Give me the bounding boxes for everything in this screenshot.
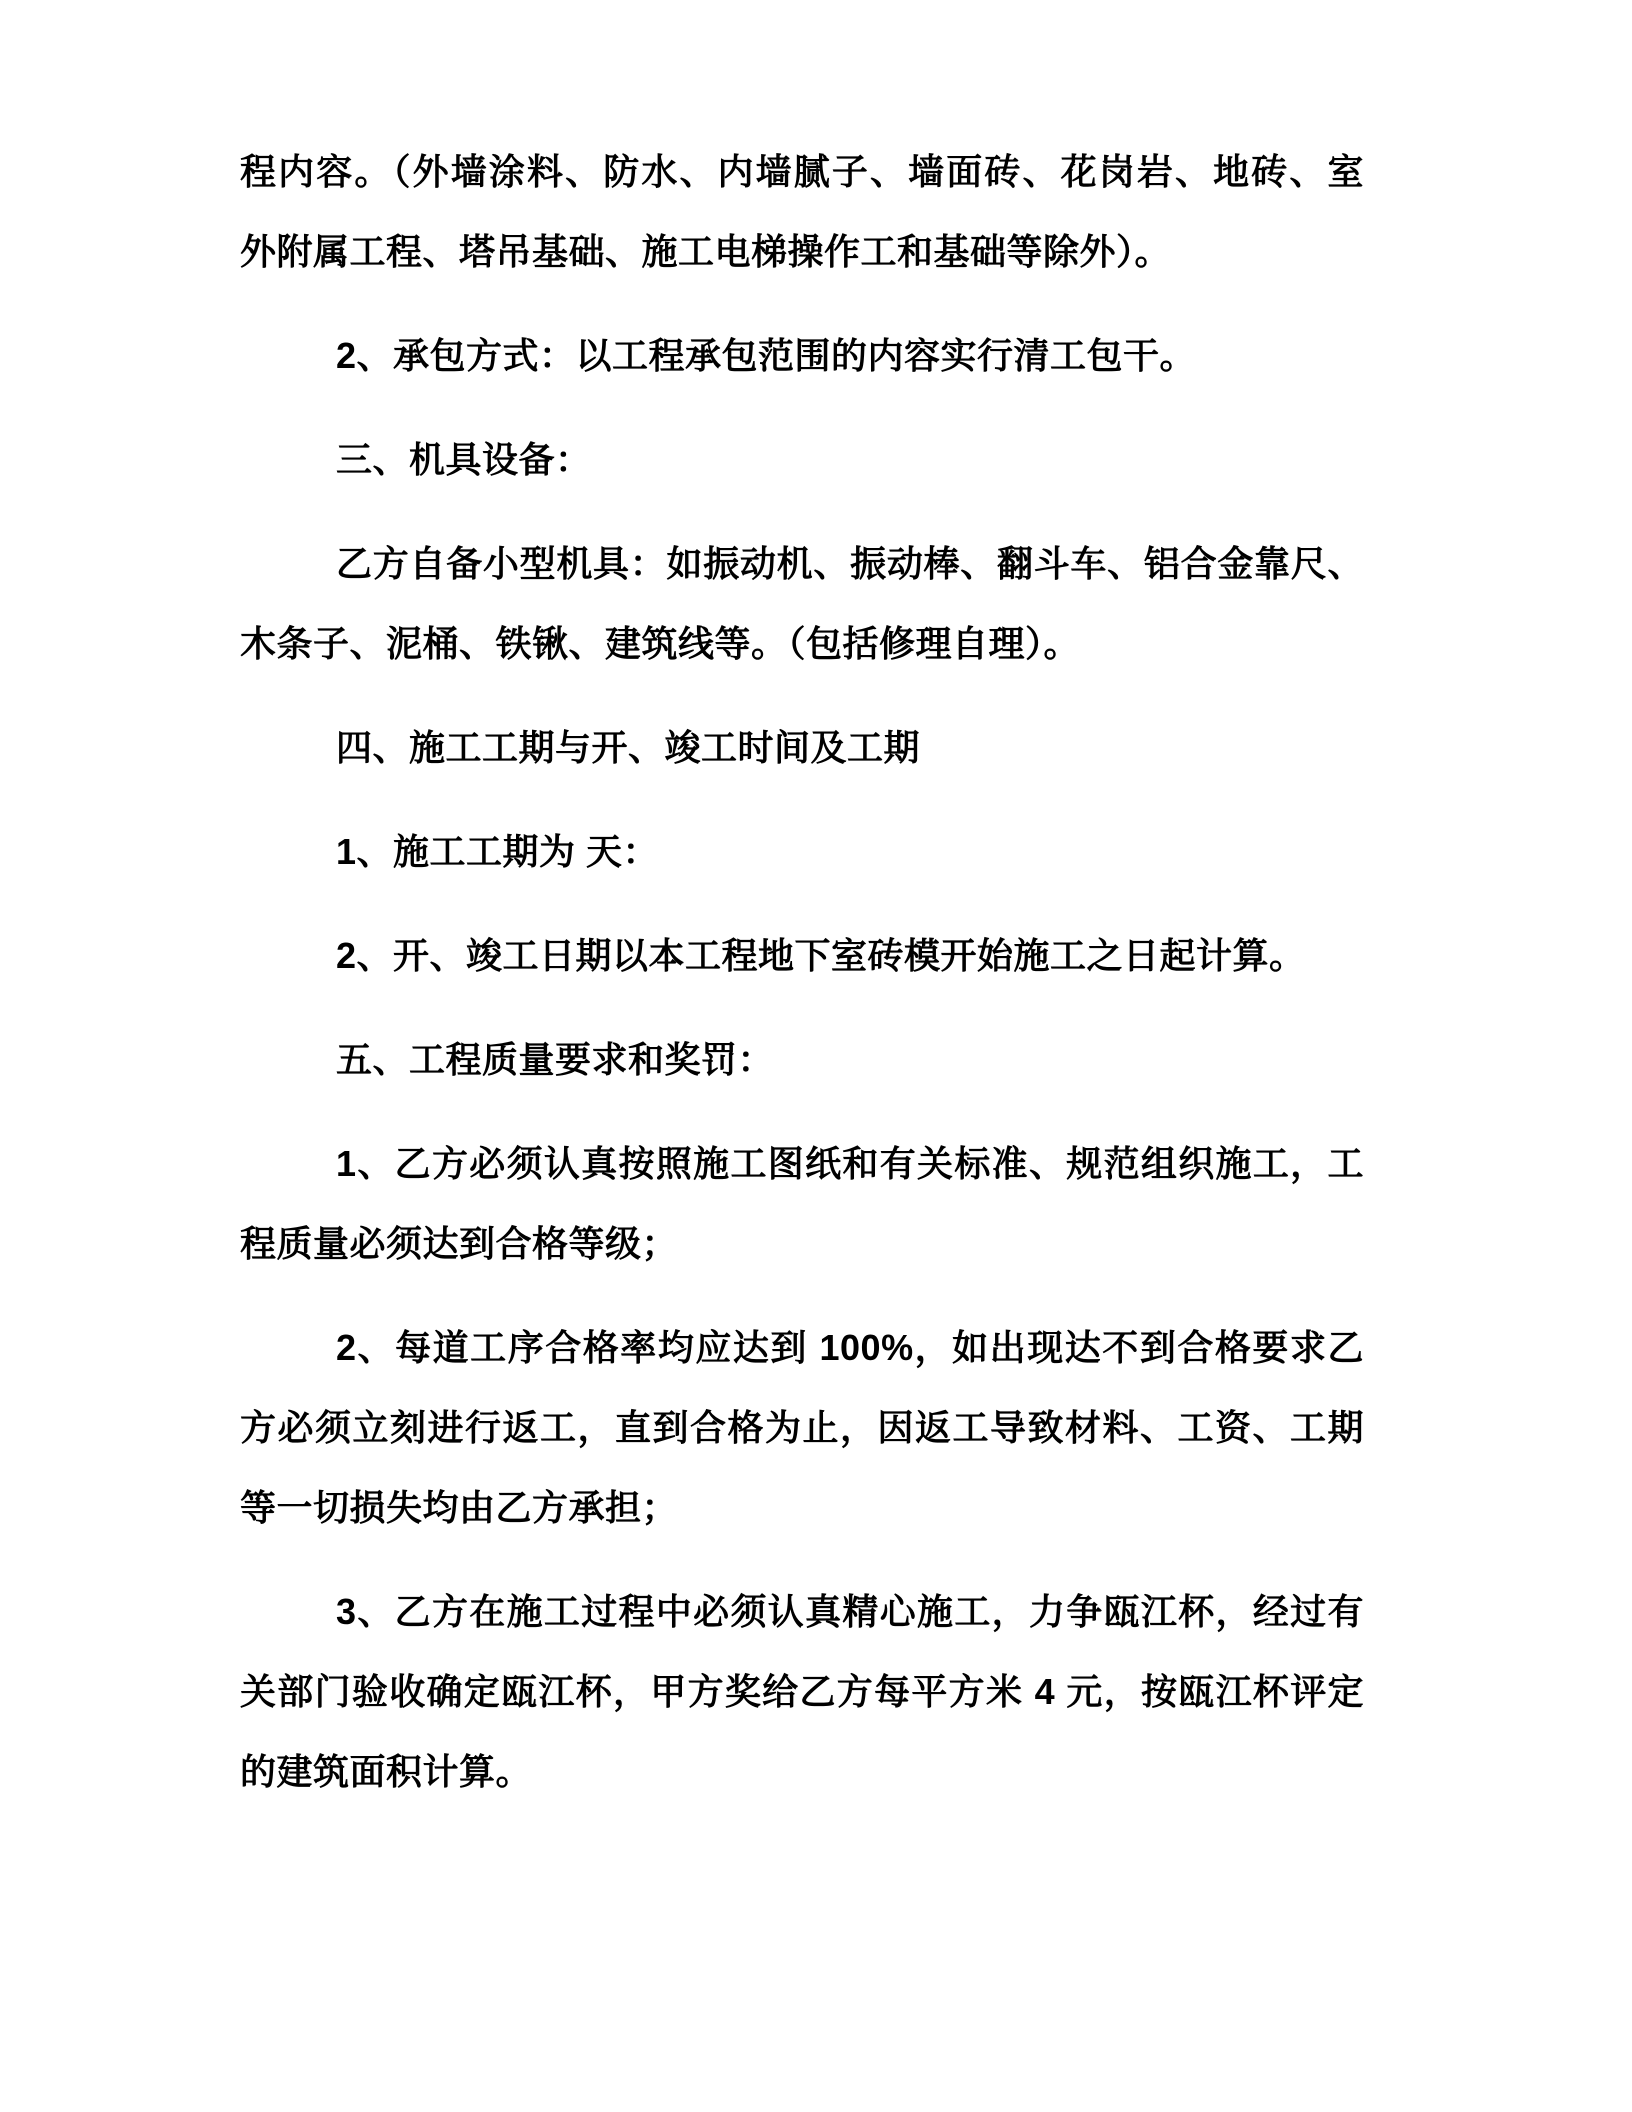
document-line: 2、每道工序合格率均应达到 100%，如出现达不到合格要求乙 bbox=[336, 1327, 1364, 1368]
paragraph-contract-method bbox=[240, 316, 1364, 396]
document-line: 2、承包方式：以工程承包范围的内容实行清工包干。 bbox=[336, 335, 1197, 376]
document-line: 外附属工程、塔吊基础、施工电梯操作工和基础等除外）。 bbox=[240, 231, 1172, 272]
document-line: 的建筑面积计算。 bbox=[240, 1751, 533, 1792]
paragraph-quality-heading bbox=[240, 1020, 1364, 1100]
document-line: 木条子、泥桶、铁锹、建筑线等。（包括修理自理）。 bbox=[240, 623, 1081, 664]
document-line: 方必须立刻进行返工，直到合格为止，因返工导致材料、工资、工期 bbox=[240, 1407, 1364, 1448]
document-line: 三、机具设备： bbox=[336, 439, 592, 480]
document-content bbox=[240, 132, 1364, 1836]
document-line: 2、开、竣工日期以本工程地下室砖模开始施工之日起计算。 bbox=[336, 935, 1306, 976]
paragraph-equipment-heading bbox=[240, 420, 1364, 500]
paragraph-schedule-dates bbox=[240, 916, 1364, 996]
document-line: 程质量必须达到合格等级； bbox=[240, 1223, 679, 1264]
document-line: 1、施工工期为 天： bbox=[336, 831, 660, 872]
paragraph-schedule-heading bbox=[240, 708, 1364, 788]
paragraph-schedule-duration bbox=[240, 812, 1364, 892]
paragraph-scope-continuation bbox=[240, 132, 1364, 292]
paragraph-equipment-detail bbox=[240, 524, 1364, 684]
document-line: 四、施工工期与开、竣工时间及工期 bbox=[336, 727, 921, 768]
paragraph-quality-item1 bbox=[240, 1124, 1364, 1284]
document-line: 1、乙方必须认真按照施工图纸和有关标准、规范组织施工，工 bbox=[336, 1143, 1364, 1184]
document-line: 乙方自备小型机具：如振动机、振动棒、翻斗车、铝合金靠尺、 bbox=[336, 543, 1364, 584]
paragraph-quality-item3 bbox=[240, 1572, 1364, 1812]
document-line: 程内容。（外墙涂料、防水、内墙腻子、墙面砖、花岗岩、地砖、室 bbox=[240, 151, 1364, 192]
document-line: 等一切损失均由乙方承担； bbox=[240, 1487, 679, 1528]
document-line: 关部门验收确定瓯江杯，甲方奖给乙方每平方米 4 元，按瓯江杯评定 bbox=[240, 1671, 1364, 1712]
document-line: 3、乙方在施工过程中必须认真精心施工，力争瓯江杯，经过有 bbox=[336, 1591, 1364, 1632]
document-line: 五、工程质量要求和奖罚： bbox=[336, 1039, 775, 1080]
paragraph-quality-item2 bbox=[240, 1308, 1364, 1548]
